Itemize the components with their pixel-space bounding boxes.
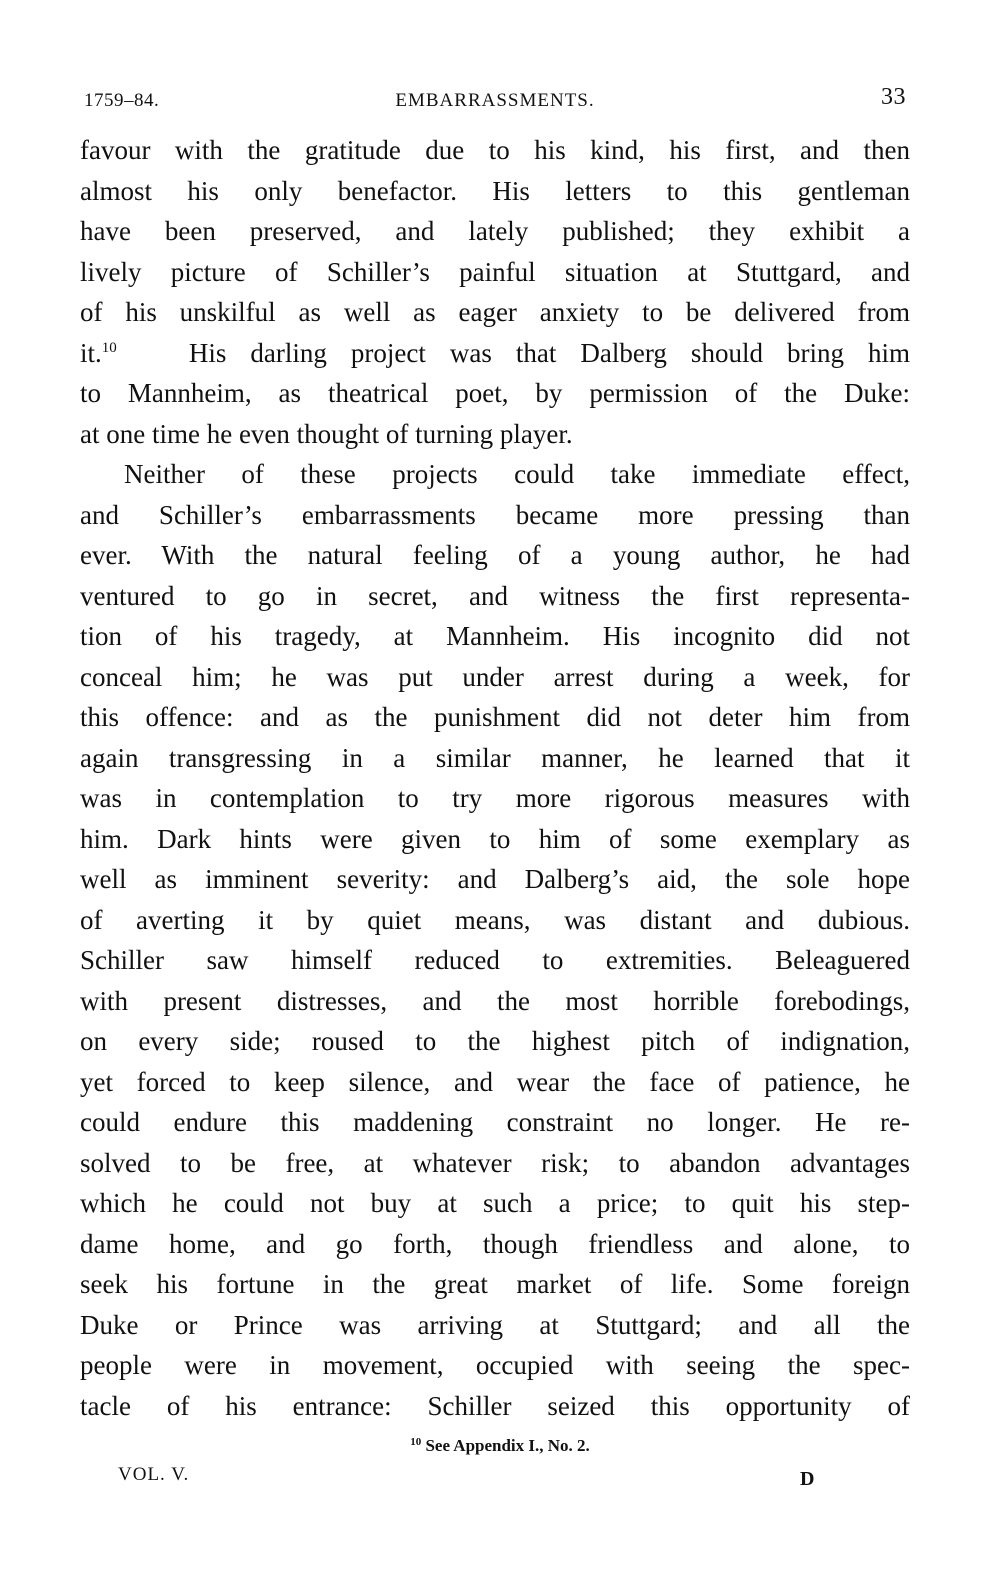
text-line: Duke or Prince was arriving at Stuttgard; and all the — [80, 1309, 910, 1340]
text-line: this offence: and as the punishment did not deter him from — [80, 702, 910, 732]
text-line: ever. With the natural feeling of a young author, he had — [80, 540, 910, 570]
footnote — [0, 1436, 1000, 1456]
text-line: could endure this maddening constraint no longer. He re- — [80, 1107, 910, 1137]
text-line: favour with the gratitude due to his kind, his first, and then — [80, 135, 910, 165]
text-line — [80, 333, 910, 374]
text-line: again transgressing in a similar manner, he learned that it — [80, 742, 910, 773]
text-line: and Schiller’s embarrassments became more pressing than — [80, 499, 910, 530]
line-lead: it. — [80, 337, 102, 368]
text-line: dame home, and go forth, though friendless and alone, to — [80, 1228, 910, 1259]
header-years: 1759–84. — [84, 90, 160, 111]
footnote-reference: 10 — [101, 339, 117, 356]
text-line: to Mannheim, as theatrical poet, by permission of the Duke: — [80, 378, 910, 408]
text-line: well as imminent severity: and Dalberg’s aid, the sole hope — [80, 864, 910, 894]
footnote-marker: 10 — [410, 1436, 422, 1448]
body-text — [80, 130, 910, 1426]
text-line: ventured to go in secret, and witness the first representa- — [80, 580, 910, 611]
text-line: on every side; roused to the highest pitch of indignation, — [80, 1026, 910, 1056]
running-title: EMBARRASSMENTS. — [395, 90, 595, 111]
text-line: solved to be free, at whatever risk; to abandon advantages — [80, 1147, 910, 1178]
text-line: which he could not buy at such a price; to quit his step- — [80, 1188, 910, 1218]
text-line: tion of his tragedy, at Mannheim. His incognito did not — [80, 621, 910, 651]
text-line: lively picture of Schiller’s painful situation at Stuttgard, and — [80, 256, 910, 287]
text-line: people were in movement, occupied with seeing the spec- — [80, 1350, 910, 1380]
text-line: with present distresses, and the most horrible forebodings, — [80, 985, 910, 1016]
text-line: tacle of his entrance: Schiller seized this opportunity of — [80, 1390, 910, 1421]
text-line: seek his fortune in the great market of life. Some foreign — [80, 1269, 910, 1299]
text-line: at one time he even thought of turning player. — [80, 418, 573, 449]
running-header — [84, 84, 906, 116]
text-line: of averting it by quiet means, was distant and dubious. — [80, 904, 910, 935]
footnote-text: See Appendix I., No. 2. — [425, 1436, 590, 1455]
page-number: 33 — [881, 84, 906, 110]
text-line: yet forced to keep silence, and wear the face of patience, he — [80, 1066, 910, 1097]
text-line: was in contemplation to try more rigorous measures with — [80, 783, 910, 813]
text-line: almost his only benefactor. His letters to this gentleman — [80, 175, 910, 206]
line-rest: His darling project was that Dalberg should bring him — [188, 337, 910, 368]
text-line: of his unskilful as well as eager anxiety to be delivered from — [80, 297, 910, 327]
text-line: have been preserved, and lately published; they exhibit a — [80, 216, 910, 246]
text-line: Neither of these projects could take immediate effect, — [124, 459, 910, 489]
volume-signature: VOL. V. — [118, 1464, 190, 1485]
text-line: him. Dark hints were given to him of some exemplary as — [80, 823, 910, 854]
text-line: Schiller saw himself reduced to extremities. Beleaguered — [80, 945, 910, 975]
text-line: conceal him; he was put under arrest during a week, for — [80, 661, 910, 692]
signature-letter: D — [800, 1468, 815, 1490]
